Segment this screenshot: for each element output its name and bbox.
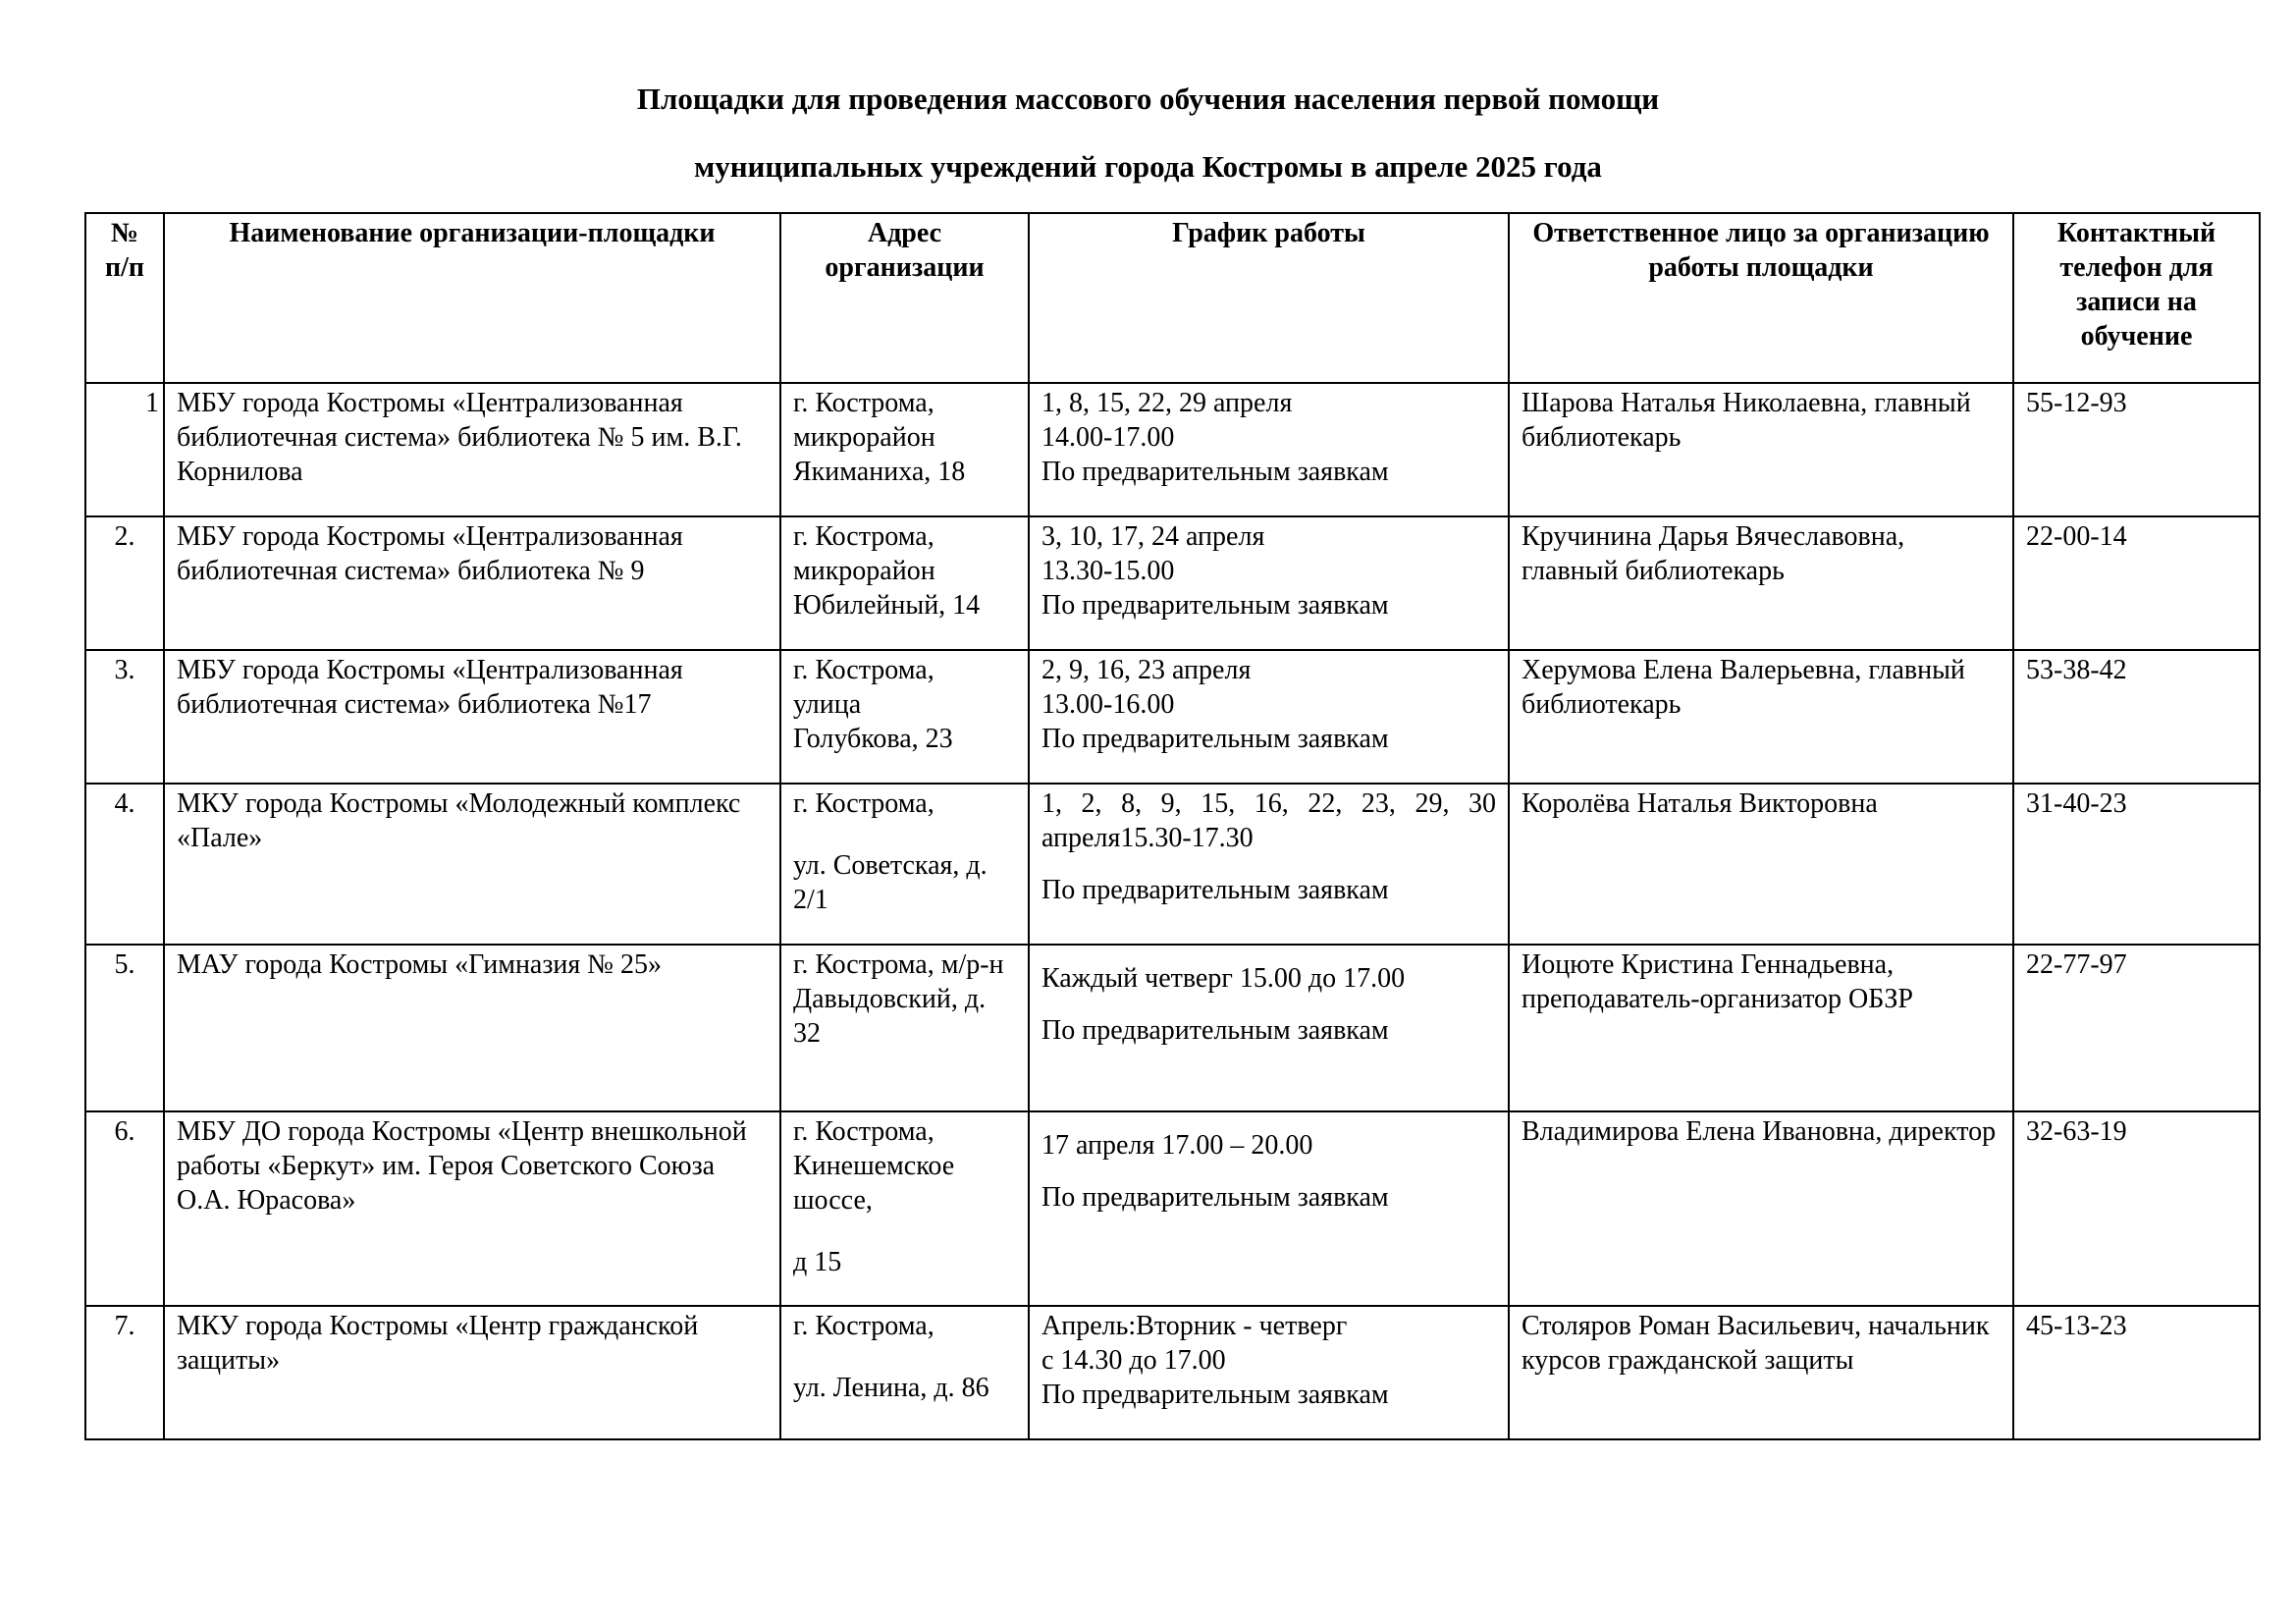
table-header-row [85,213,2260,383]
header-responsible: Ответственное лицо за организацию работы площадки [1509,213,2013,383]
row-schedule [1029,516,1509,650]
document-title-line-1: Площадки для проведения массового обучения населения первой помощи [636,81,1660,116]
schedule-line: 13.30-15.00 [1041,556,1175,586]
address-line: г. Кострома, [793,655,934,685]
row-num: 5. [85,945,164,1111]
row-num: 3. [85,650,164,784]
row-schedule [1029,1306,1509,1439]
table-row [85,650,2260,784]
row-address [780,945,1029,1111]
row-num: 7. [85,1306,164,1439]
address-line: улица [793,689,862,720]
schedule-line: По предварительным заявкам [1041,1182,1389,1213]
row-phone: 22-77-97 [2013,945,2260,1111]
address-line: г. Кострома, [793,388,934,418]
row-phone: 22-00-14 [2013,516,2260,650]
row-address [780,1306,1029,1439]
address-line: микрорайон [793,422,935,453]
address-line: микрорайон [793,556,935,586]
schedule-line: По предварительным заявкам [1041,1015,1389,1046]
table-row [85,784,2260,945]
table-row [85,516,2260,650]
schedule-line: 1, 8, 15, 22, 29 апреля [1041,388,1293,418]
schedule-line: 17 апреля 17.00 – 20.00 [1041,1130,1313,1161]
row-schedule [1029,383,1509,516]
schedule-line: По предварительным заявкам [1041,1380,1389,1410]
row-organization: МБУ города Костромы «Централизованная библиотечная система» библиотека № 9 [164,516,780,650]
address-line: ул. Ленина, д. 86 [793,1373,989,1403]
schedule-line: По предварительным заявкам [1041,590,1389,621]
table-row [85,1111,2260,1306]
row-address [780,516,1029,650]
spacer [1041,996,1496,1013]
header-schedule: График работы [1029,213,1509,383]
row-phone: 32-63-19 [2013,1111,2260,1306]
row-address [780,784,1029,945]
row-schedule [1029,945,1509,1111]
row-address [780,650,1029,784]
schedule-line: с 14.30 до 17.00 [1041,1345,1226,1376]
address-line: д 15 [793,1247,842,1277]
address-line: Юбилейный, 14 [793,590,981,621]
row-responsible: Херумова Елена Валерьевна, главный библиотекарь [1509,650,2013,784]
schedule-line: По предварительным заявкам [1041,457,1389,487]
schedule-line: Апрель:Вторник - четверг [1041,1311,1348,1341]
schedule-line: 3, 10, 17, 24 апреля [1041,521,1265,552]
table-row [85,1306,2260,1439]
address-line: г. Кострома, [793,788,934,819]
spacer [793,1343,1016,1371]
row-organization: МБУ города Костромы «Централизованная библиотечная система» библиотека №17 [164,650,780,784]
schedule-line: 13.00-16.00 [1041,689,1175,720]
address-line: Голубкова, 23 [793,724,953,754]
table-row [85,383,2260,516]
address-line: г. Кострома, Кинешемское шоссе, [793,1116,955,1216]
sites-table [84,212,2261,1440]
row-address [780,383,1029,516]
row-schedule [1029,650,1509,784]
row-num: 4. [85,784,164,945]
address-line: г. Кострома, [793,1311,934,1341]
row-phone: 45-13-23 [2013,1306,2260,1439]
schedule-line: 2, 9, 16, 23 апреля [1041,655,1252,685]
spacer [793,1218,1016,1245]
row-responsible: Шарова Наталья Николаевна, главный библиотекарь [1509,383,2013,516]
row-responsible: Королёва Наталья Викторовна [1509,784,2013,945]
schedule-line: 1, 2, 8, 9, 15, 16, 22, 23, 29, 30 апреля15.30-17.30 [1041,788,1496,853]
document-title-line-2: муниципальных учреждений города Костромы в апреле 2025 года [694,149,1602,184]
row-phone: 31-40-23 [2013,784,2260,945]
spacer [793,821,1016,848]
header-organization: Наименование организации-площадки [164,213,780,383]
row-num: 2. [85,516,164,650]
row-num: 1 [85,383,164,516]
address-line: Якиманиха, 18 [793,457,966,487]
spacer [1041,947,1496,961]
header-address: Адрес организации [780,213,1029,383]
address-line: г. Кострома, [793,521,934,552]
row-responsible: Столяров Роман Васильевич, начальник курсов гражданской защиты [1509,1306,2013,1439]
spacer [1041,1114,1496,1128]
address-line: г. Кострома, м/р-н Давыдовский, д. 32 [793,949,1004,1049]
row-schedule [1029,784,1509,945]
row-responsible: Владимирова Елена Ивановна, директор [1509,1111,2013,1306]
schedule-line: По предварительным заявкам [1041,724,1389,754]
row-phone: 53-38-42 [2013,650,2260,784]
row-responsible: Кручинина Дарья Вячеславовна, главный библиотекарь [1509,516,2013,650]
row-num: 6. [85,1111,164,1306]
row-organization: МАУ города Костромы «Гимназия № 25» [164,945,780,1111]
row-organization: МБУ ДО города Костромы «Центр внешкольной работы «Беркут» им. Героя Советского Союза О.А. Юрасова» [164,1111,780,1306]
row-organization: МКУ города Костромы «Центр гражданской защиты» [164,1306,780,1439]
row-phone: 55-12-93 [2013,383,2260,516]
row-address [780,1111,1029,1306]
row-schedule [1029,1111,1509,1306]
row-responsible: Иоцюте Кристина Геннадьевна, преподаватель-организатор ОБЗР [1509,945,2013,1111]
spacer [1041,855,1496,873]
schedule-line: Каждый четверг 15.00 до 17.00 [1041,963,1406,994]
schedule-line: По предварительным заявкам [1041,875,1389,905]
spacer [1041,1163,1496,1180]
address-line: ул. Советская, д. 2/1 [793,850,988,915]
row-organization: МКУ города Костромы «Молодежный комплекс «Пале» [164,784,780,945]
header-phone: Контактный телефон для записи на обучение [2013,213,2260,383]
table-row [85,945,2260,1111]
schedule-line: 14.00-17.00 [1041,422,1175,453]
row-organization: МБУ города Костромы «Централизованная библиотечная система» библиотека № 5 им. В.Г. Корнилова [164,383,780,516]
header-num: № п/п [85,213,164,383]
